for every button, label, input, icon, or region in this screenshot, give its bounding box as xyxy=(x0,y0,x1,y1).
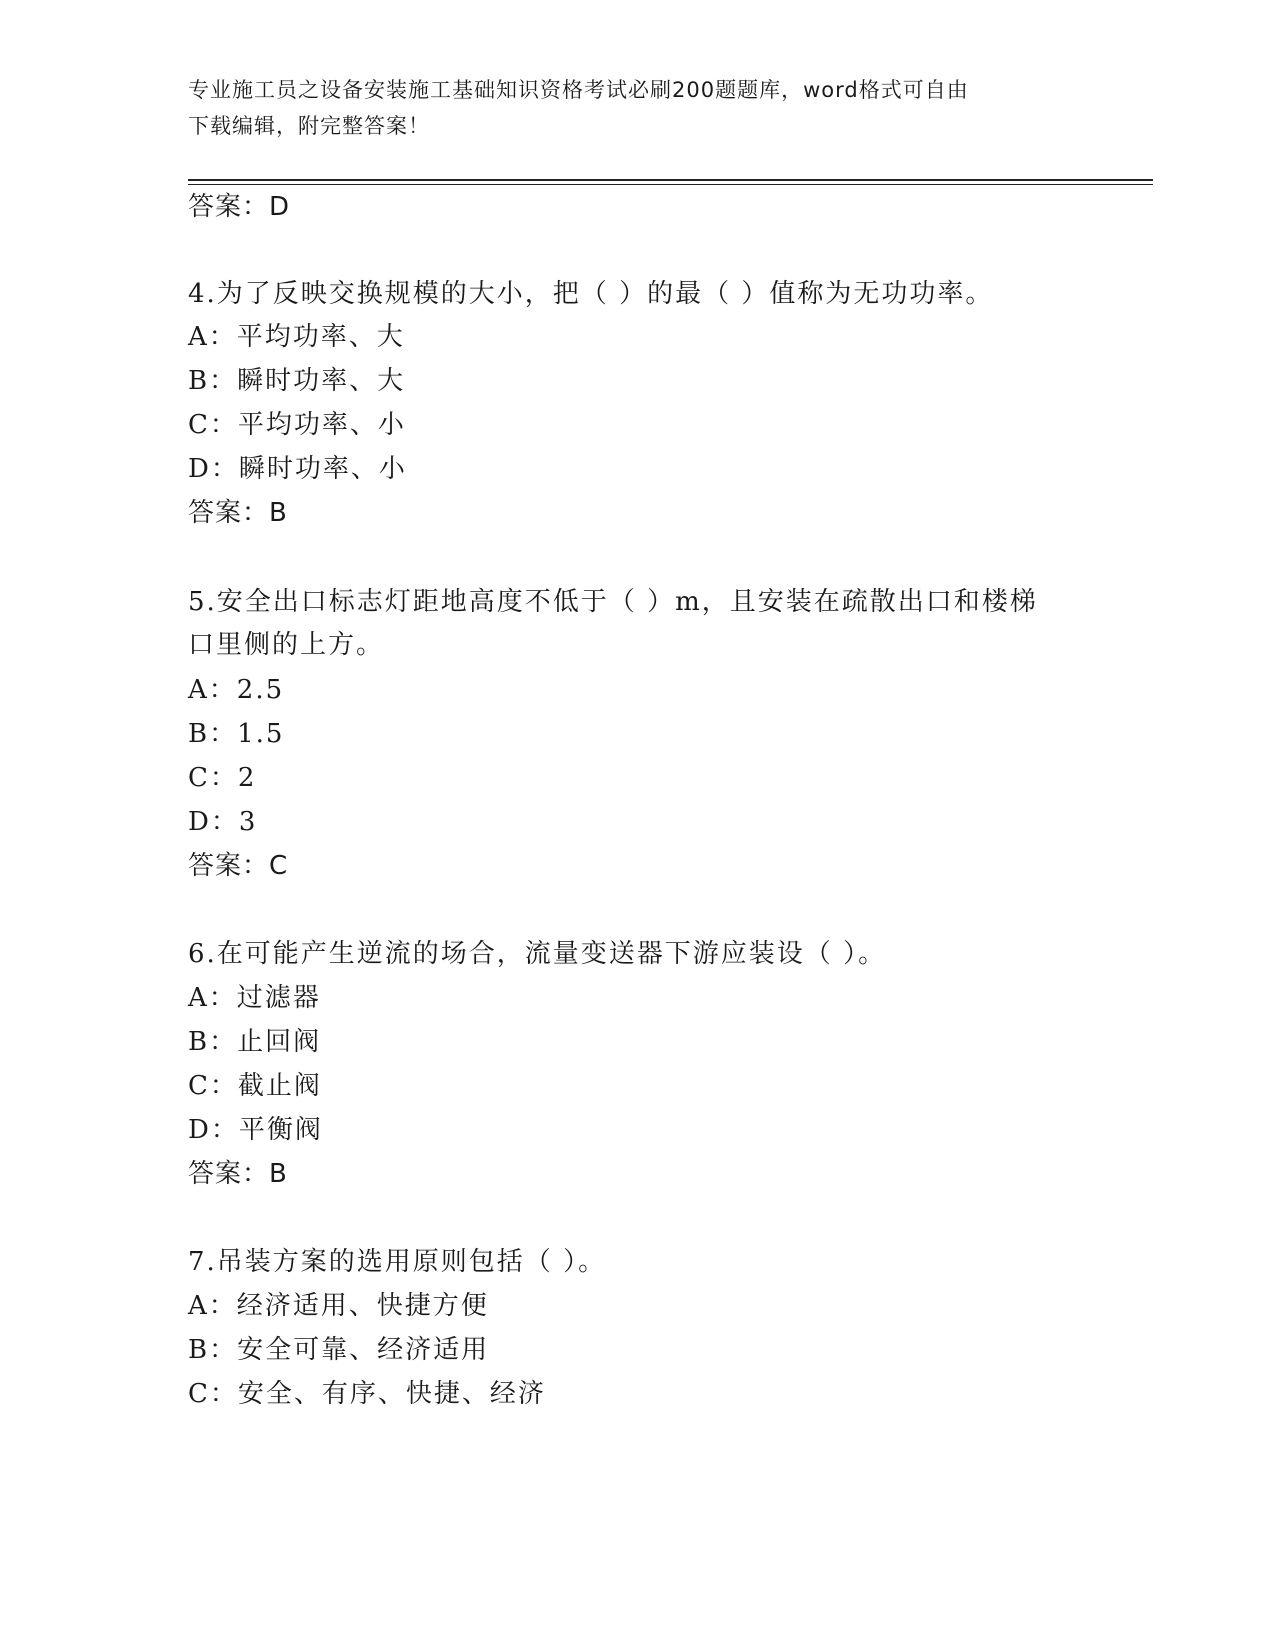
question-5-stem-line-1: 5.安全出口标志灯距地高度不低于（ ）m，且安装在疏散出口和楼梯 xyxy=(188,587,1038,617)
question-4-answer: 答案：B xyxy=(188,498,288,528)
question-4-stem: 4.为了反映交换规模的大小，把（ ）的最（ ）值称为无功功率。 xyxy=(188,279,994,309)
question-7-stem: 7.吊装方案的选用原则包括（ ）。 xyxy=(188,1247,607,1277)
question-6-option-d: D：平衡阀 xyxy=(188,1115,323,1145)
question-6-option-a: A：过滤器 xyxy=(188,983,321,1013)
question-5-option-b: B：1.5 xyxy=(188,719,285,749)
header-line-2: 下载编辑，附完整答案！ xyxy=(188,114,430,138)
question-4-option-b: B：瞬时功率、大 xyxy=(188,366,406,396)
document-header xyxy=(188,72,1068,144)
header-rule-thin xyxy=(188,184,1153,185)
question-7-option-c: C：安全、有序、快捷、经济 xyxy=(188,1379,546,1409)
question-6-stem: 6.在可能产生逆流的场合，流量变送器下游应装设（ ）。 xyxy=(188,939,887,969)
header-line-1: 专业施工员之设备安装施工基础知识资格考试必刷200题题库，word格式可自由 xyxy=(188,78,969,102)
question-5-stem-line-2: 口里侧的上方。 xyxy=(188,630,385,660)
question-5-option-c: C：2 xyxy=(188,763,257,793)
question-4-option-c: C：平均功率、小 xyxy=(188,410,406,440)
header-rule-thick xyxy=(188,179,1153,181)
question-6-option-b: B：止回阀 xyxy=(188,1027,322,1057)
question-5-option-d: D：3 xyxy=(188,807,258,837)
question-5-answer: 答案：C xyxy=(188,851,289,881)
question-7-option-b: B：安全可靠、经济适用 xyxy=(188,1335,490,1365)
question-4-option-d: D：瞬时功率、小 xyxy=(188,454,407,484)
question-4-option-a: A：平均功率、大 xyxy=(188,322,405,352)
answer-label: 答案：D xyxy=(188,192,291,222)
question-7-option-a: A：经济适用、快捷方便 xyxy=(188,1291,489,1321)
question-5-option-a: A：2.5 xyxy=(188,675,285,705)
question-6-answer: 答案：B xyxy=(188,1159,288,1189)
question-6-option-c: C：截止阀 xyxy=(188,1071,322,1101)
